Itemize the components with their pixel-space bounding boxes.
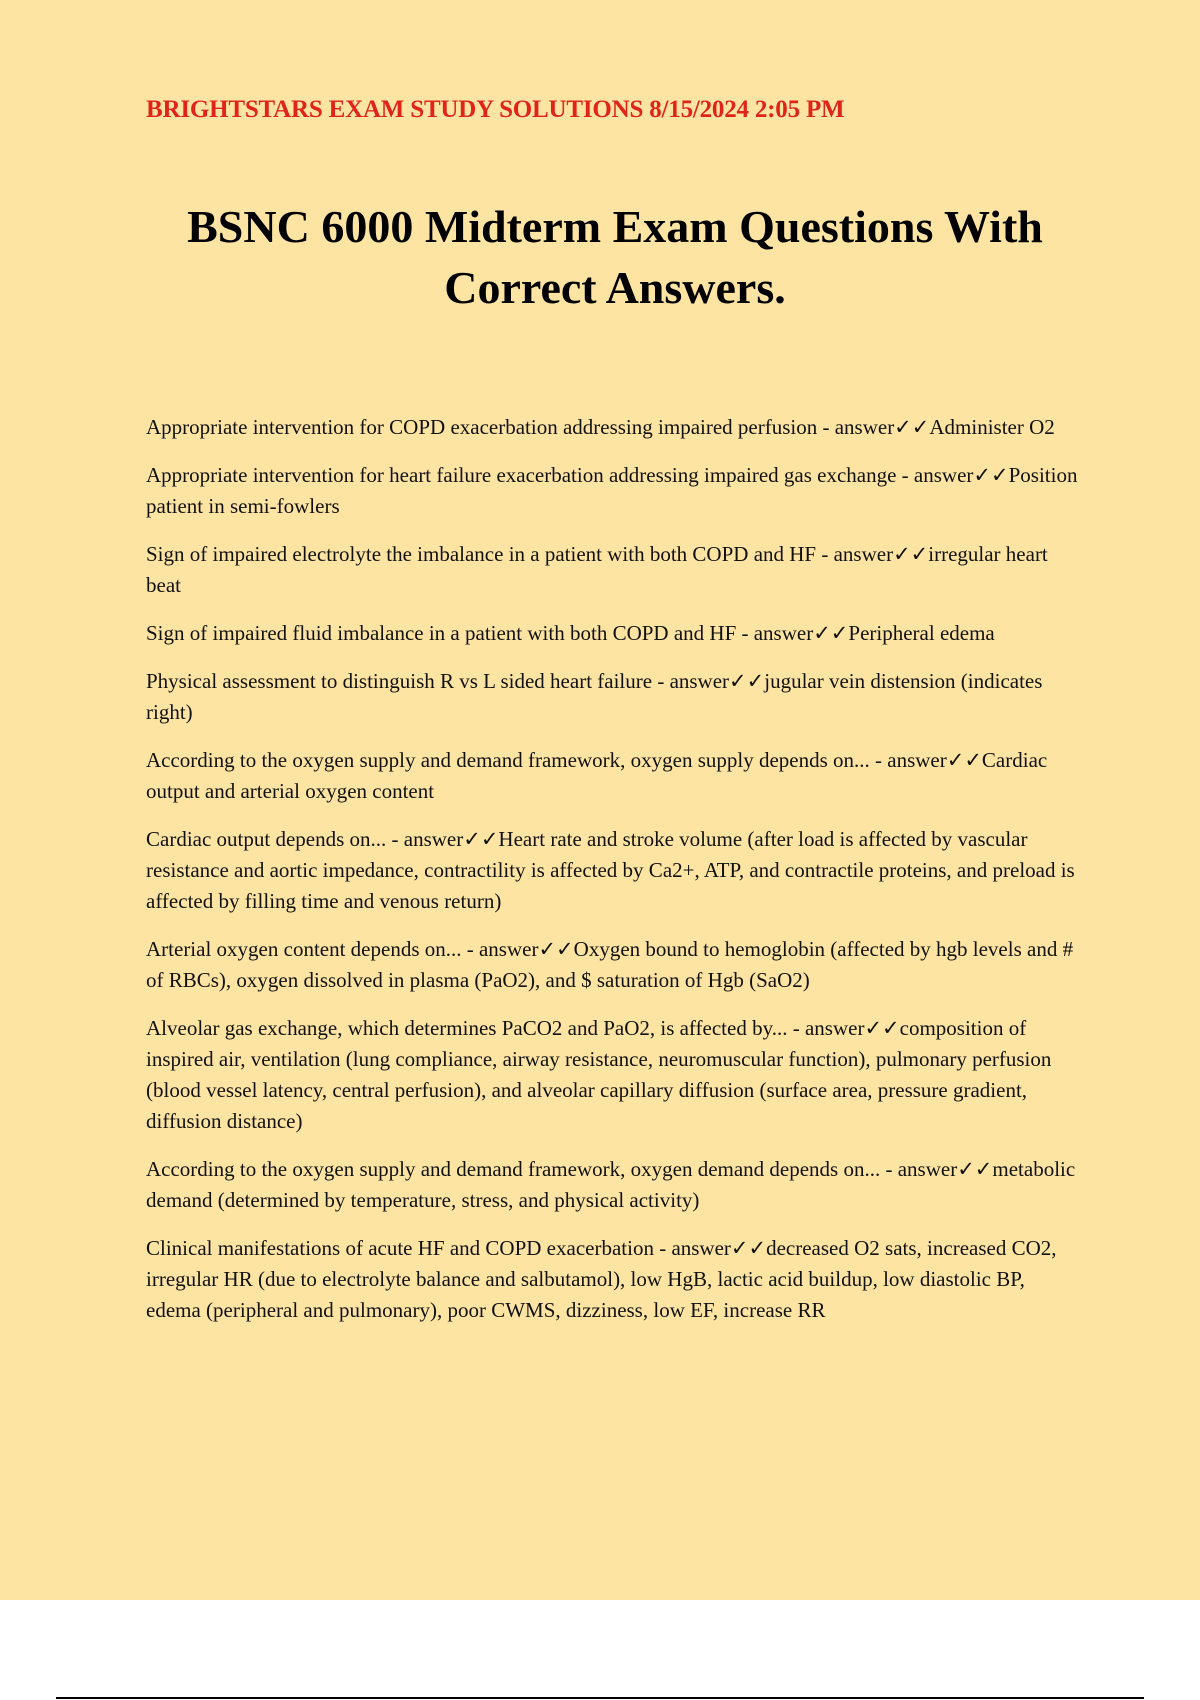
qa-list xyxy=(146,412,1081,1343)
qa-item: Alveolar gas exchange, which determines PaCO2 and PaO2, is affected by... - answer✓✓composition of inspired air, ventilation (lung compliance, airway resistance, neuromuscular function), pulmonary perfusion (blood vessel latency, central perfusion), and alveolar capillary diffusion (surface area, pressure gradient, diffusion distance) xyxy=(146,1016,1052,1133)
qa-item: Physical assessment to distinguish R vs L sided heart failure - answer✓✓jugular vein distension (indicates right) xyxy=(146,669,1043,724)
page-divider xyxy=(56,1697,1144,1699)
qa-item: Cardiac output depends on... - answer✓✓Heart rate and stroke volume (after load is affected by vascular resistance and aortic impedance, contractility is affected by Ca2+, ATP, and contractile proteins, and preload is affected by filling time and venous return) xyxy=(146,827,1075,913)
qa-item: Appropriate intervention for COPD exacerbation addressing impaired perfusion - answer✓✓Administer O2 xyxy=(146,415,1055,439)
document-title: BSNC 6000 Midterm Exam Questions With Correct Answers. xyxy=(187,201,1043,313)
qa-item: Sign of impaired electrolyte the imbalance in a patient with both COPD and HF - answer✓✓irregular heart beat xyxy=(146,542,1048,597)
qa-item: Arterial oxygen content depends on... - answer✓✓Oxygen bound to hemoglobin (affected by hgb levels and # of RBCs), oxygen dissolved in plasma (PaO2), and $ saturation of Hgb (SaO2) xyxy=(146,937,1074,992)
qa-item: Sign of impaired fluid imbalance in a patient with both COPD and HF - answer✓✓Peripheral edema xyxy=(146,621,995,645)
qa-item: According to the oxygen supply and demand framework, oxygen supply depends on... - answer✓✓Cardiac output and arterial oxygen content xyxy=(146,748,1048,803)
qa-item: Appropriate intervention for heart failure exacerbation addressing impaired gas exchange - answer✓✓Position patient in semi-fowlers xyxy=(146,463,1078,518)
qa-item: According to the oxygen supply and demand framework, oxygen demand depends on... - answer✓✓metabolic demand (determined by temperature, stress, and physical activity) xyxy=(146,1157,1076,1212)
qa-item: Clinical manifestations of acute HF and COPD exacerbation - answer✓✓decreased O2 sats, increased CO2, irregular HR (due to electrolyte balance and salbutamol), low HgB, lactic acid buildup, low diastolic BP, edema (peripheral and pulmonary), poor CWMS, dizziness, low EF, increase RR xyxy=(146,1236,1057,1322)
document-header: BRIGHTSTARS EXAM STUDY SOLUTIONS 8/15/2024 2:05 PM xyxy=(146,96,845,123)
